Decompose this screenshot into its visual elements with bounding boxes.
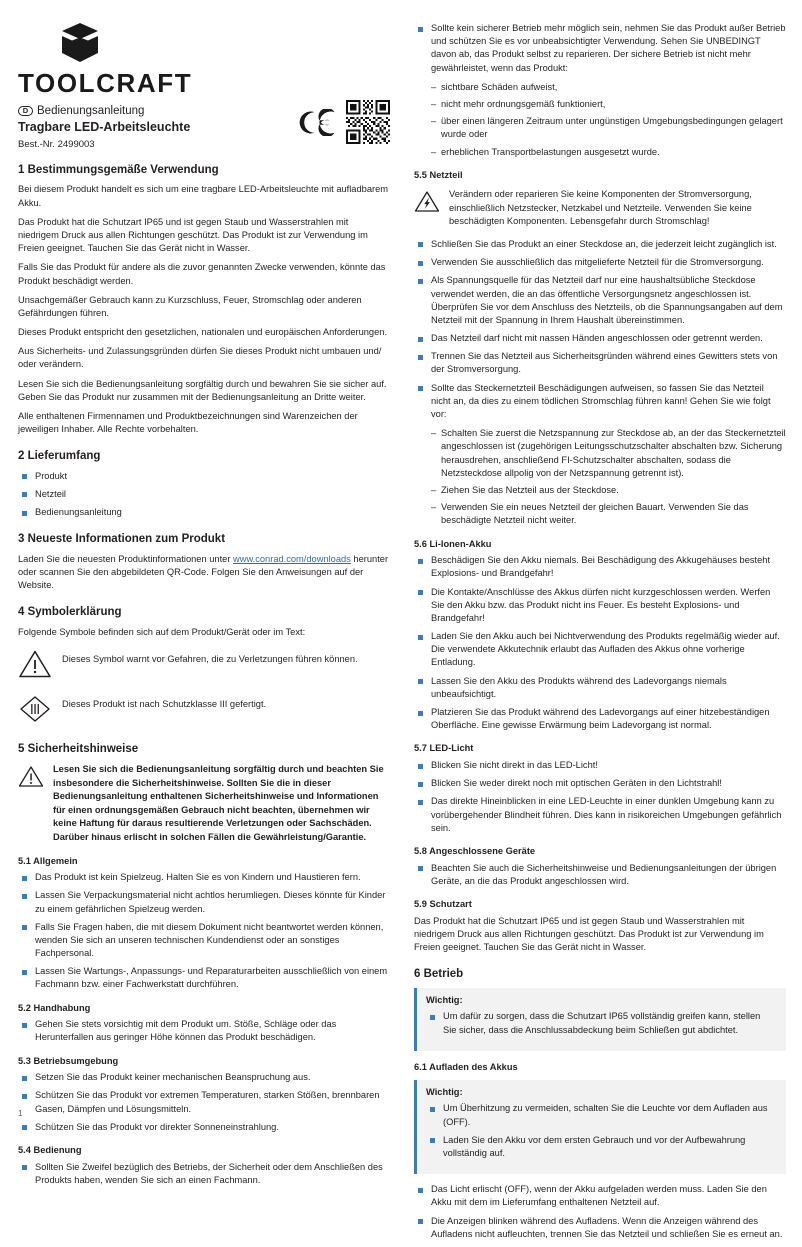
paragraph xyxy=(18,553,390,593)
operation-list-continued xyxy=(414,22,786,75)
scope-of-delivery-list xyxy=(18,470,390,520)
warning-triangle-icon xyxy=(18,648,52,684)
document-header xyxy=(18,22,390,150)
list-item: Netzteil xyxy=(18,488,390,501)
section-heading-6: 6 Betrieb xyxy=(414,968,464,981)
operating-environment-list xyxy=(18,1071,390,1134)
general-safety-list xyxy=(18,871,390,992)
list-item: Setzen Sie das Produkt keiner mechanischen Beanspruchung aus. xyxy=(18,1071,390,1084)
list-item: Laden Sie den Akku auch bei Nichtverwendung des Produkts regelmäßig wieder auf. Die verwendete Akkutechnik erlaubt das Aufladen des Akkus ohne vorherige Entladung. xyxy=(414,630,786,670)
section-heading-2: 2 Lieferumfang xyxy=(18,450,101,463)
document-type-label: Bedienungsanleitung xyxy=(37,105,145,117)
ce-mark-icon xyxy=(298,109,336,136)
list-item: Verwenden Sie ausschließlich das mitgelieferte Netzteil für die Stromversorgung. xyxy=(414,256,786,269)
note-list xyxy=(426,1102,776,1160)
note-title: Wichtig: xyxy=(426,1087,463,1098)
subsection-heading-5-2: 5.2 Handhabung xyxy=(18,1002,91,1013)
list-item: Das direkte Hineinblicken in eine LED-Leuchte in einer dunklen Umgebung kann zu vorübergehender Blindheit führen. Dies kann in risikoreichen Umgebungen gefährlich sein. xyxy=(414,795,786,835)
paragraph: Das Produkt hat die Schutzart IP65 und ist gegen Staub und Wasserstrahlen mit niedrigem Druck aus allen Richtungen geschützt. Das Produkt ist zur Verwendung im Freien geeignet. Tauchen Sie das Gerät nicht in Wasser. xyxy=(414,915,764,952)
symbol-description: Dieses Symbol warnt vor Gefahren, die zu Verletzungen führen können. xyxy=(62,653,358,664)
paragraph: Aus Sicherheits- und Zulassungsgründen dürfen Sie dieses Produkt nicht umbauen und/ oder verändern. xyxy=(18,346,382,370)
paragraph: Bei diesem Produkt handelt es sich um eine tragbare LED-Arbeitsleuchte mit aufladbarem Akku. xyxy=(18,184,389,208)
electric-shock-warning-icon xyxy=(414,188,440,218)
list-item: Um dafür zu sorgen, dass die Schutzart IP65 vollständig greifen kann, stellen Sie sicher, dass die Anschlussabdeckung beim Schließen gut abdichtet. xyxy=(426,1010,776,1036)
subsection-heading-5-6: 5.6 Li-Ionen-Akku xyxy=(414,538,492,549)
subsection-heading-5-8: 5.8 Angeschlossene Geräte xyxy=(414,845,536,856)
note-list xyxy=(426,1010,776,1036)
protection-class-3-diamond-icon xyxy=(18,693,52,729)
paragraph: Alle enthaltenen Firmennamen und Produktbezeichnungen sind Warenzeichen der jeweiligen Inhaber. Alle Rechte vorbehalten. xyxy=(18,411,358,435)
list-item: Beschädigen Sie den Akku niemals. Bei Beschädigung des Akkugehäuses besteht Explosions- und Brandgefahr! xyxy=(414,554,786,580)
certification-marks xyxy=(298,100,390,144)
list-item: Sollte kein sicherer Betrieb mehr möglich sein, nehmen Sie das Produkt außer Betrieb und schützen Sie es vor unbeabsichtigter Verwendung. Sehen Sie UNBEDINGT davon ab, das Produkt selbst zu reparieren. Der sichere Betrieb ist nicht mehr gewährleistet, wenn das Produkt: xyxy=(414,22,786,75)
safety-warning-block xyxy=(18,763,390,844)
subsection-heading-5-3: 5.3 Betriebsumgebung xyxy=(18,1055,119,1066)
paragraph: Lesen Sie sich die Bedienungsanleitung sorgfältig durch und bewahren Sie sie sicher auf. Geben Sie das Produkt nur zusammen mit der Bedienungsanleitung an Dritte weiter. xyxy=(18,378,387,402)
conrad-downloads-link[interactable]: www.conrad.com/downloads xyxy=(233,553,351,564)
operation-list xyxy=(18,1161,390,1187)
list-item: Das Netzteil darf nicht mit nassen Händen angeschlossen oder getrennt werden. xyxy=(414,332,786,345)
qr-code-icon xyxy=(346,100,390,144)
paragraph: Falls Sie das Produkt für andere als die zuvor genannten Zwecke verwenden, könnte das Produkt beschädigt werden. xyxy=(18,262,386,286)
left-column xyxy=(18,22,390,1193)
damaged-power-supply-steps-list xyxy=(414,427,786,527)
subsection-heading-5-5: 5.5 Netzteil xyxy=(414,169,463,180)
list-item: Die Kontakte/Anschlüsse des Akkus dürfen nicht kurzgeschlossen werden. Werfen Sie den Akku bzw. das Produkt nicht ins Feuer. Es besteht Explosions- und Brandgefahr! xyxy=(414,586,786,626)
list-item: Lassen Sie Wartungs-, Anpassungs- und Reparaturarbeiten ausschließlich von einem Fachmann bzw. einer Fachwerkstatt durchführen. xyxy=(18,965,390,991)
list-item: Das Produkt ist kein Spielzeug. Halten Sie es von Kindern und Haustieren fern. xyxy=(18,871,390,884)
two-column-layout xyxy=(18,22,784,1247)
list-item: Blicken Sie nicht direkt in das LED-Licht! xyxy=(414,759,786,772)
paragraph: Dieses Produkt entspricht den gesetzlichen, nationalen und europäischen Anforderungen. xyxy=(18,327,388,338)
list-item: Sollten Sie Zweifel bezüglich des Betriebs, der Sicherheit oder dem Anschließen des Produkts haben, wenden Sie sich an einen Fachmann. xyxy=(18,1161,390,1187)
subsection-heading-5-4: 5.4 Bedienung xyxy=(18,1145,82,1156)
subsection-heading-6-1: 6.1 Aufladen des Akkus xyxy=(414,1061,518,1072)
list-item: Gehen Sie stets vorsichtig mit dem Produkt um. Stöße, Schläge oder das Herunterfallen aus geringer Höhe können das Produkt beschädigen. xyxy=(18,1018,390,1044)
list-item: Sollte das Steckernetzteil Beschädigungen aufweisen, so fassen Sie das Netzteil nicht an, da dies zu einem tödlichen Stromschlag führen kann! Gehen Sie wie folgt vor: xyxy=(414,382,786,422)
important-note-box xyxy=(414,988,786,1050)
paragraph: Unsachgemäßer Gebrauch kann zu Kurzschluss, Feuer, Stromschlag oder anderen Gefährdungen führen. xyxy=(18,294,362,318)
list-item: Die Anzeigen blinken während des Aufladens. Wenn die Anzeigen während des Aufladens nicht aufleuchten, trennen Sie das Netzteil und schließen Sie es erneut an. xyxy=(414,1215,786,1241)
warning-triangle-icon xyxy=(18,763,44,793)
list-item: Das Licht erlischt (OFF), wenn der Akku aufgeladen werden muss. Laden Sie den Akku mit dem im Lieferumfang enthaltenen Netzteil auf. xyxy=(414,1183,786,1209)
charging-list xyxy=(414,1183,786,1241)
important-note-box xyxy=(414,1080,786,1174)
brand-name: TOOLCRAFT xyxy=(18,68,193,98)
note-title: Wichtig: xyxy=(426,995,463,1006)
list-item: Beachten Sie auch die Sicherheitshinweise und Bedienungsanleitungen der übrigen Geräte, an die das Produkt angeschlossen wird. xyxy=(414,862,786,888)
list-item: Trennen Sie das Netzteil aus Sicherheitsgründen während eines Gewitters stets von der Stromversorgung. xyxy=(414,350,786,376)
paragraph: Folgende Symbole befinden sich auf dem Produkt/Gerät oder im Text: xyxy=(18,626,306,637)
language-badge: D xyxy=(18,106,33,117)
power-supply-warning-block xyxy=(414,188,786,229)
handling-list xyxy=(18,1018,390,1044)
lithium-battery-list xyxy=(414,554,786,732)
list-item: – über einen längeren Zeitraum unter ungünstigen Umgebungsbedingungen gelagert wurde oder xyxy=(431,115,786,141)
list-item: – Verwenden Sie ein neues Netzteil der gleichen Bauart. Verwenden Sie das beschädigte Netzteil nicht weiter. xyxy=(431,501,786,527)
list-item: Lassen Sie Verpackungsmaterial nicht achtlos herumliegen. Dieses könnte für Kinder zu einem gefährlichen Spielzeug werden. xyxy=(18,889,390,915)
subsection-heading-5-1: 5.1 Allgemein xyxy=(18,855,78,866)
text-after-link: herunter oder scannen Sie den abgebildeten QR-Code. Folgen Sie den Anweisungen auf der Website. xyxy=(18,553,389,591)
section-heading-5: 5 Sicherheitshinweise xyxy=(18,742,139,755)
list-item: Um Überhitzung zu vermeiden, schalten Sie die Leuchte vor dem Aufladen aus (OFF). xyxy=(426,1102,776,1128)
right-column xyxy=(414,22,786,1247)
list-item: Bedienungsanleitung xyxy=(18,506,390,519)
list-item: Schließen Sie das Produkt an einer Steckdose an, die jederzeit leicht zugänglich ist. xyxy=(414,238,786,251)
symbol-description: Dieses Produkt ist nach Schutzklasse III gefertigt. xyxy=(62,698,267,709)
text-before-link: Laden Sie die neuesten Produktinformationen unter xyxy=(18,553,234,564)
list-item: Falls Sie Fragen haben, die mit diesem Dokument nicht beantwortet werden können, wenden Sie sich an unseren technischen Kundendienst oder an sonstiges Fachpersonal. xyxy=(18,921,390,961)
led-light-list xyxy=(414,759,786,835)
list-item: Laden Sie den Akku vor dem ersten Gebrauch und vor der Aufbewahrung vollständig auf. xyxy=(426,1134,776,1160)
section-heading-3: 3 Neueste Informationen zum Produkt xyxy=(18,533,226,546)
list-item: – Ziehen Sie das Netzteil aus der Steckdose. xyxy=(431,484,786,497)
list-item: Als Spannungsquelle für das Netzteil darf nur eine haushaltsübliche Steckdose verwendet werden, die an das öffentliche Versorgungsnetz angeschlossen ist. Überprüfen Sie vor dem Anschluss des Netzteils, ob die Spannungsangaben auf dem Netzteil mit der Spannung in Ihrem Haushalt übereinstimmen. xyxy=(414,274,786,327)
list-item: – Schalten Sie zuerst die Netzspannung zur Steckdose ab, an der das Steckernetzteil angeschlossen ist (zugehörigen Leitungsschutzschalter abschalten bzw. Sicherung herausdrehen, anschließend FI-Schutzschalter abschalten, sodass die Netzsteckdose allpolig von der Netzspannung getrennt ist). xyxy=(431,427,786,480)
list-item: – sichtbare Schäden aufweist, xyxy=(431,81,786,94)
list-item: Schützen Sie das Produkt vor direkter Sonneneinstrahlung. xyxy=(18,1121,390,1134)
section-heading-1: 1 Bestimmungsgemäße Verwendung xyxy=(18,164,219,176)
section-heading-4: 4 Symbolerklärung xyxy=(18,606,122,619)
list-item: Platzieren Sie das Produkt während des Ladevorgangs auf einer hitzebeständigen Oberfläche. Eine gewisse Erwärmung beim Ladevorgang ist normal. xyxy=(414,706,786,732)
subsection-heading-5-7: 5.7 LED-Licht xyxy=(414,743,474,754)
safety-warning-text: Lesen Sie sich die Bedienungsanleitung sorgfältig durch und beachten Sie insbesondere die Sicherheitshinweise. Sollten Sie die in dieser Bedienungsanleitung enthaltenen Sicherheitshinweise und Informationen für einen ordnungsgemäßen Gebrauch nicht beachten, übernehmen wir keine Haftung für daraus resultierende Verletzungen oder Sachschäden. Darüber hinaus erlischt in solchen Fällen die Gewährleistung/Garantie. xyxy=(53,764,384,842)
list-item: Lassen Sie den Akku des Produkts während des Ladevorgangs niemals unbeaufsichtigt. xyxy=(414,675,786,701)
paragraph: Das Produkt hat die Schutzart IP65 und ist gegen Staub und Wasserstrahlen mit niedrigem Druck aus allen Richtungen geschützt. Das Produkt ist zur Verwendung im Freien geeignet. Tauchen Sie das Gerät nicht in Wasser. xyxy=(18,216,368,254)
list-item: Schützen Sie das Produkt vor extremen Temperaturen, starken Stößen, brennbaren Gasen, Dämpfen und Lösungsmitteln. xyxy=(18,1089,390,1115)
list-item: – erheblichen Transportbelastungen ausgesetzt wurde. xyxy=(431,146,786,159)
order-number: Best.-Nr. 2499003 xyxy=(18,139,95,150)
connected-devices-list xyxy=(414,862,786,888)
list-item: Blicken Sie weder direkt noch mit optischen Geräten in den Lichtstrahl! xyxy=(414,777,786,790)
symbol-row xyxy=(18,648,390,684)
subsection-heading-5-9: 5.9 Schutzart xyxy=(414,898,472,909)
page-title: Tragbare LED-Arbeitsleuchte xyxy=(18,120,191,134)
list-item: – nicht mehr ordnungsgemäß funktioniert, xyxy=(431,98,786,111)
unsafe-operation-conditions-list xyxy=(414,81,786,159)
page-number: 1 xyxy=(18,1109,23,1118)
power-supply-list xyxy=(414,238,786,421)
toolcraft-hexagon-logo-icon xyxy=(58,22,102,64)
list-item: Produkt xyxy=(18,470,390,483)
power-supply-warning-text: Verändern oder reparieren Sie keine Komponenten der Stromversorgung, einschließlich Netzstecker, Netzkabel und Netzteile. Verwenden Sie keine beschädigten Komponenten. Lebensgefahr durch Stromschlag! xyxy=(449,189,752,227)
symbol-row xyxy=(18,693,390,729)
